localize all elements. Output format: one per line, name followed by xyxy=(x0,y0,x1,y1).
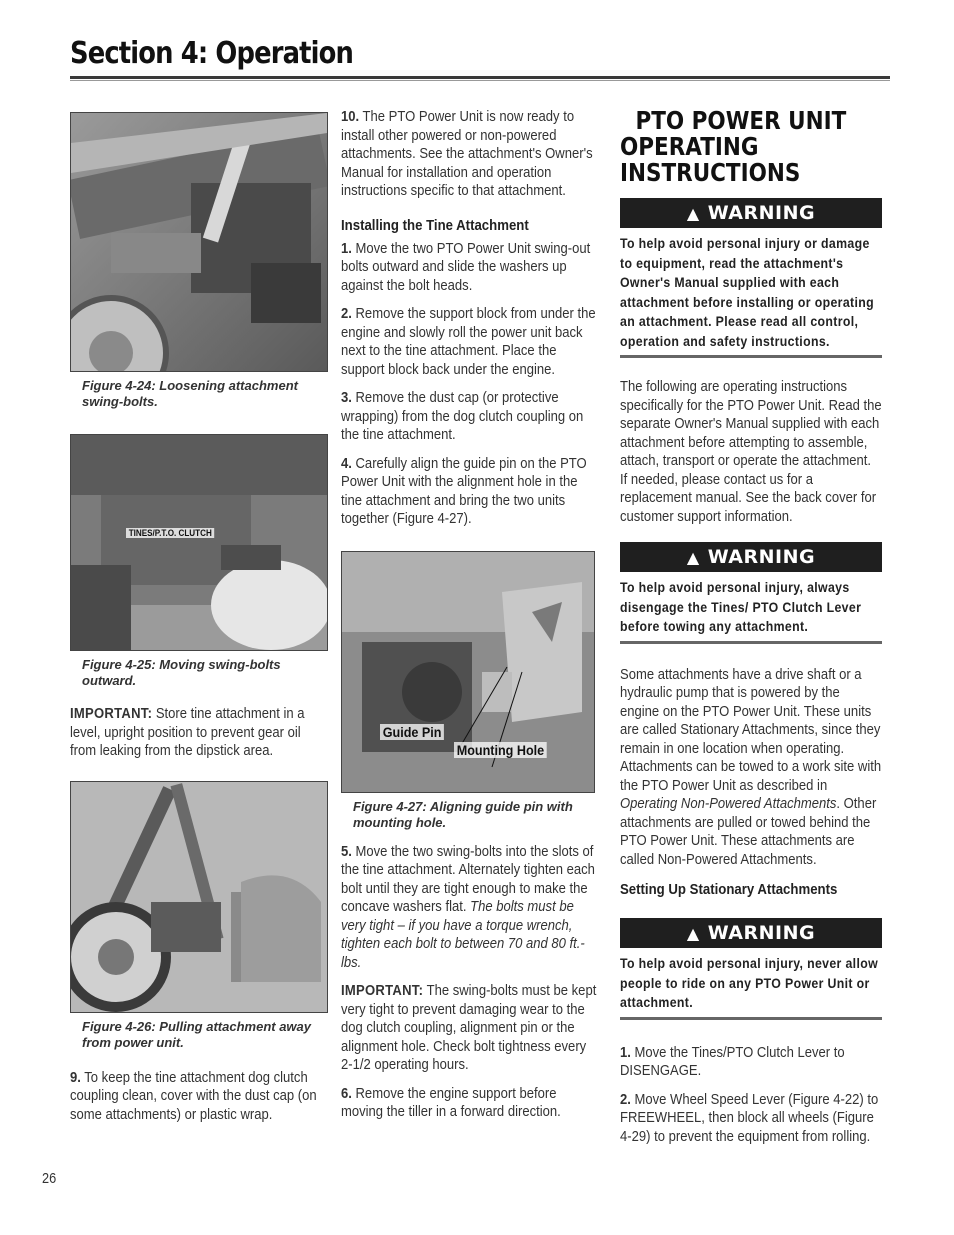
step-text: Move Wheel Speed Lever (Figure 4-22) to FREEWHEEL, then block all wheels (Figure 4-29) to prevent the equipment from rolling. xyxy=(620,1091,879,1145)
step-2 xyxy=(341,305,599,379)
column-left xyxy=(70,112,326,1124)
step-text: The PTO Power Unit is now ready to install other powered or non-powered attachments. See the attachment's Owner's Manual for installation and operation instructions specific to that attachment. xyxy=(341,109,593,199)
step-number: 2. xyxy=(620,1091,631,1108)
step-number: 6. xyxy=(341,1085,352,1102)
important-text: Store tine attachment in a level, upright position to prevent gear oil from leaking from the dipstick area. xyxy=(70,706,305,759)
title-rule xyxy=(70,76,890,79)
important-note-2 xyxy=(341,982,599,1075)
step-1 xyxy=(341,240,599,296)
warning-3-rule xyxy=(620,1017,882,1020)
pto-heading-line2: OPERATING INSTRUCTIONS xyxy=(620,132,801,187)
step-italic-note: The bolts must be very tight – if you have a torque wrench, tighten each bolt to between 70 and 80 ft.-lbs. xyxy=(341,899,585,971)
figure-4-27-photo xyxy=(341,551,595,793)
important-note xyxy=(70,705,326,761)
step-number: 5. xyxy=(341,843,352,860)
step-text: Remove the support block from under the engine and slowly roll the power unit back next to the tine attachment. Place the support block back under the engine. xyxy=(341,306,596,378)
swing-bolts-image xyxy=(71,435,327,650)
step-number: 1. xyxy=(341,240,352,257)
intro-paragraph: The following are operating instructions specifically for the PTO Power Unit. Read the separate Owner's Manual supplied with each attachment before attempting to assemble, attach, transport or operate the attachment. If needed, please contact us for a replacement manual. See the back cover for customer support information. xyxy=(620,379,882,525)
page-number: 26 xyxy=(42,1170,57,1187)
step-text: Carefully align the guide pin on the PTO Power Unit with the alignment hole in the tine attachment and bring the two units together (Figure 4-27). xyxy=(341,455,587,527)
warning-triangle-icon: ▲ xyxy=(686,203,700,223)
figure-4-26-caption: Figure 4-26: Pulling attachment away from power unit. xyxy=(82,1018,311,1050)
attachments-paragraph xyxy=(620,666,882,870)
paragraph-italic: Operating Non-Powered Attachments xyxy=(620,796,837,812)
step-text: Move the two PTO Power Unit swing-out bolts outward and slide the washers up against the bolt heads. xyxy=(341,240,591,294)
step-text: Remove the engine support before moving the tiller in a forward direction. xyxy=(341,1085,561,1120)
step-3 xyxy=(341,389,599,445)
step-text: Move the two swing-bolts into the slots of the tine attachment. Alternately tighten each bolt until they are tight enough to make the concave washers flat. xyxy=(341,843,595,915)
figure-4-25-caption: Figure 4-25: Moving swing-bolts outward. xyxy=(82,657,281,688)
figure-4-25-photo xyxy=(70,434,328,651)
step-9 xyxy=(70,1069,326,1125)
step-number: 9. xyxy=(70,1069,81,1086)
clutch-label: TINES/P.T.O. CLUTCH xyxy=(126,528,215,538)
stationary-heading: Setting Up Stationary Attachments xyxy=(620,881,838,898)
warning-label: WARNING xyxy=(707,546,816,568)
section-title: Section 4: Operation xyxy=(70,36,353,71)
stationary-step-1 xyxy=(620,1044,882,1081)
step-number: 10. xyxy=(341,109,360,125)
warning-label: WARNING xyxy=(707,922,816,944)
pto-heading-line1: PTO POWER UNIT xyxy=(635,106,847,135)
warning-triangle-icon: ▲ xyxy=(686,923,700,943)
paragraph-text: . Other attachments are pulled or towed behind the PTO Power Unit. These attachments are called Non-Powered Attachments. xyxy=(620,796,877,868)
warning-banner-2 xyxy=(620,542,882,572)
step-number: 4. xyxy=(341,455,352,472)
tine-attachment-heading: Installing the Tine Attachment xyxy=(341,216,529,234)
figure-4-24-caption: Figure 4-24: Loosening attachment swing-bolts. xyxy=(82,378,298,409)
important-label: IMPORTANT: xyxy=(341,983,424,999)
step-text: Move the Tines/PTO Clutch Lever to DISENGAGE. xyxy=(620,1044,845,1079)
warning-1-rule xyxy=(620,355,882,358)
figure-4-26-photo xyxy=(70,781,328,1013)
warning-3-text: To help avoid personal injury, never allow people to ride on any PTO Power Unit or attachment. xyxy=(620,955,879,1010)
step-number: 1. xyxy=(620,1044,631,1061)
guide-pin-label: Guide Pin xyxy=(380,724,444,740)
pulling-attachment-image xyxy=(71,782,327,1012)
important-text: The swing-bolts must be kept very tight to prevent damaging wear to the dog clutch coupling, alignment pin or the alignment hole. Check bolt tightness every 2-1/2 operating hours. xyxy=(341,983,597,1073)
figure-4-27-caption: Figure 4-27: Aligning guide pin with mounting hole. xyxy=(353,798,573,830)
step-10 xyxy=(341,108,599,201)
step-4 xyxy=(341,455,599,529)
warning-banner-3 xyxy=(620,918,882,948)
warning-banner-1 xyxy=(620,198,882,228)
figure-4-24-photo xyxy=(70,112,328,372)
mounting-hole-label: Mounting Hole xyxy=(454,742,547,758)
warning-triangle-icon: ▲ xyxy=(686,547,700,567)
important-label: IMPORTANT: xyxy=(70,706,153,722)
warning-2-rule xyxy=(620,641,882,644)
column-right xyxy=(620,108,882,1146)
tiller-bolts-image xyxy=(71,113,327,371)
warning-2-text: To help avoid personal injury, always disengage the Tines/ PTO Clutch Lever before towing any attachment. xyxy=(620,579,862,634)
step-6 xyxy=(341,1085,599,1122)
paragraph-text: Some attachments have a drive shaft or a hydraulic pump that is powered by the engine on the PTO Power Unit. These units are called Stationary Attachments, since they remain in one location when operating. Attachments can be towed to a work site with the PTO Power Unit as described in xyxy=(620,666,882,794)
step-text: To keep the tine attachment dog clutch coupling clean, cover with the dust cap (on some attachments) or plastic wrap. xyxy=(70,1069,317,1123)
warning-1-text: To help avoid personal injury or damage to equipment, read the attachment's Owner's Manual supplied with each attachment before installing or operating an attachment. Please read all control, operation and safety instructions. xyxy=(620,235,875,349)
warning-label: WARNING xyxy=(707,202,816,224)
step-number: 3. xyxy=(341,390,352,406)
title-rule-thin xyxy=(70,80,890,81)
column-middle xyxy=(341,108,599,1122)
step-text: Remove the dust cap (or protective wrapping) from the dog clutch coupling on the tine attachment. xyxy=(341,390,584,443)
step-5 xyxy=(341,843,599,973)
step-number: 2. xyxy=(341,306,352,322)
stationary-step-2 xyxy=(620,1091,882,1147)
